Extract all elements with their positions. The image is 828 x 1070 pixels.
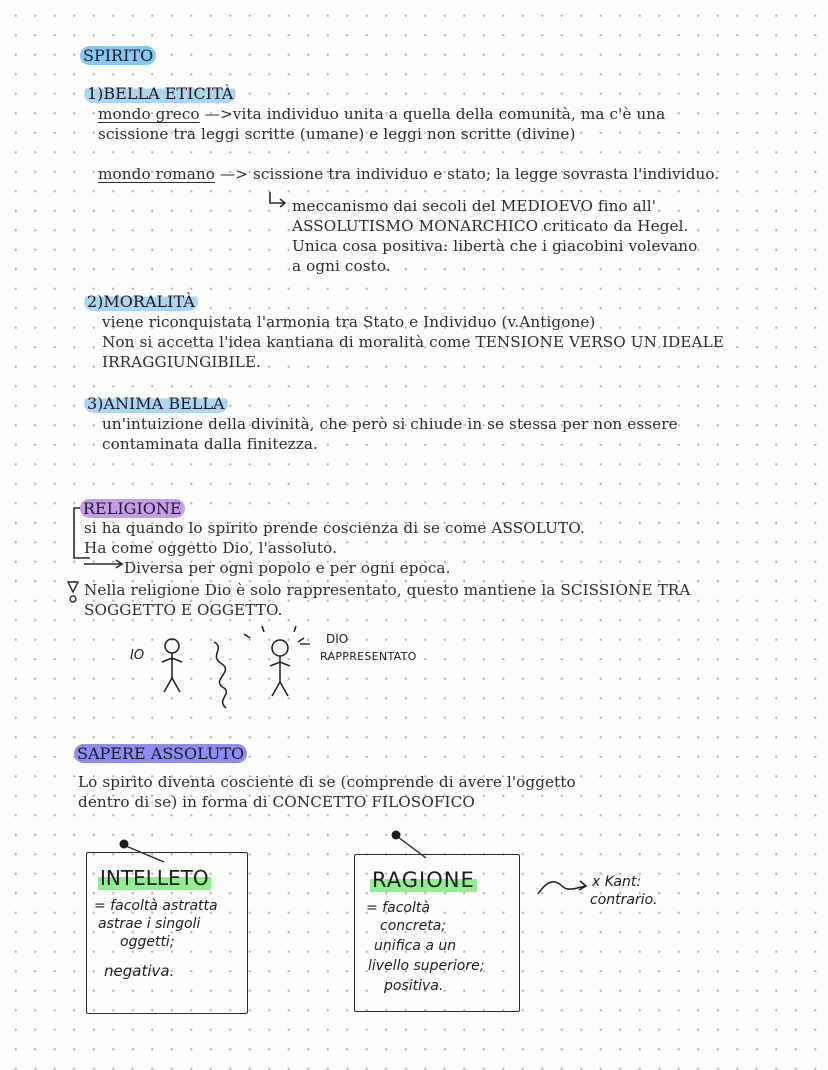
note-ragione-line-5: positiva. (384, 978, 444, 994)
person-figure-dio-icon (236, 624, 316, 704)
heading-anima-bella-text: 3)ANIMA BELLA (84, 394, 228, 413)
note-ragione-title (370, 868, 477, 892)
note-ragione-title-text: RAGIONE (372, 868, 475, 892)
note-kant-line-2: contrario. (590, 892, 658, 908)
medioevo-line-4: a ogni costo. (292, 257, 391, 275)
moralita-line-3: IRRAGGIUNGIBILE. (102, 353, 262, 371)
section-title-spirito (80, 46, 156, 66)
anima-bella-line-1: un'intuizione della divinità, che però si chiude in se stessa per non essere (102, 415, 678, 433)
mondo-romano-label: mondo romano (98, 165, 216, 183)
section-title-religione (80, 499, 185, 519)
medioevo-line-1: meccanismo dai secoli del MEDIOEVO fino all' (292, 197, 656, 215)
mondo-greco-text: —>vita individuo unita a quella della comunità, ma c'è una (199, 105, 666, 123)
note-intelletto-line-3: oggetti; (120, 934, 175, 950)
medioevo-line-2: ASSOLUTISMO MONARCHICO criticato da Hegel. (292, 217, 689, 235)
note-intelletto-line-4: negativa. (104, 962, 175, 980)
religione-line-5: SOGGETTO E OGGETTO. (84, 601, 283, 619)
note-intelletto-title (98, 866, 211, 890)
heading-bella-eticita (84, 84, 236, 104)
person-figure-io-icon (158, 636, 188, 696)
arrow-right-icon (536, 876, 590, 900)
arrow-down-right-icon (266, 190, 290, 214)
mondo-romano-text: —> scissione tra individuo e stato; la legge sovrasta l'individuo. (215, 165, 720, 183)
heading-moralita (84, 292, 198, 312)
religione-line-1: si ha quando lo spirito prende coscienza di se come ASSOLUTO. (84, 519, 585, 537)
medioevo-line-3: Unica cosa positiva: libertà che i giacobini volevano (292, 237, 698, 255)
bella-eticita-line-2: scissione tra leggi scritte (umane) e leggi non scritte (divine) (98, 125, 576, 143)
note-ragione-line-1: = facoltà (366, 900, 430, 916)
religione-line-2: Ha come oggetto Dio, l'assoluto. (84, 539, 338, 557)
moralita-line-2: Non si accetta l'idea kantiana di moralità come TENSIONE VERSO UN IDEALE (102, 333, 724, 351)
sapere-assoluto-title-text: SAPERE ASSOLUTO (74, 744, 247, 763)
note-kant-line-1: x Kant: (592, 874, 642, 890)
sketch-rappresentato-label: RAPPRESENTATO (320, 650, 417, 663)
heading-anima-bella (84, 394, 228, 414)
religione-line-4: Nella religione Dio è solo rappresentato, questo mantiene la SCISSIONE TRA (84, 581, 691, 599)
bella-eticita-line-3 (98, 164, 719, 184)
sapere-assoluto-line-1: Lo spirito diventa cosciente di se (comprende di avere l'oggetto (78, 773, 576, 791)
heading-moralita-text: 2)MORALITÀ (84, 292, 198, 311)
note-intelletto-line-1: = facoltà astratta (94, 898, 218, 914)
sapere-assoluto-line-2: dentro di se) in forma di CONCETTO FILOSOFICO (78, 793, 475, 811)
note-ragione-line-4: livello superiore; (368, 958, 485, 974)
religione-title-text: RELIGIONE (80, 499, 185, 518)
sketch-io-label: IO (130, 648, 145, 663)
note-intelletto-line-2: astrae i singoli (98, 916, 201, 932)
mondo-greco-label: mondo greco (98, 105, 200, 123)
spirito-title-text: SPIRITO (80, 46, 156, 65)
note-ragione-line-3: unifica a un (374, 938, 457, 954)
sketch-dio-label: DIO (326, 632, 349, 646)
heading-bella-eticita-text: 1)BELLA ETICITÀ (84, 84, 236, 103)
anima-bella-line-2: contaminata dalla finitezza. (102, 435, 318, 453)
squiggle-separator-icon (204, 640, 234, 710)
note-intelletto-title-text: INTELLETO (100, 866, 209, 890)
exclamation-marker-icon (66, 580, 80, 606)
religione-line-3: Diversa per ogni popolo e per ogni epoca. (124, 559, 451, 577)
note-ragione-line-2: concreta; (380, 918, 446, 934)
section-title-sapere-assoluto (74, 744, 247, 764)
bella-eticita-line-1 (98, 104, 665, 124)
moralita-line-1: viene riconquistata l'armonia tra Stato e Individuo (v.Antigone) (102, 313, 596, 331)
